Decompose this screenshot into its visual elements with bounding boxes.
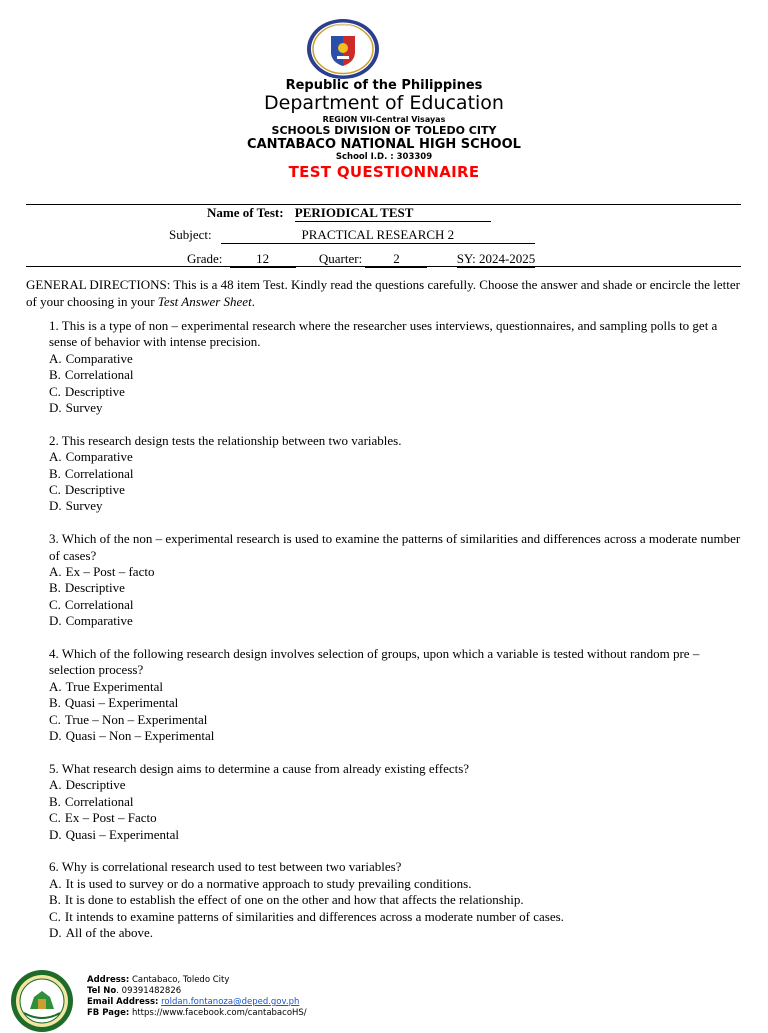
option-text: Correlational — [64, 596, 134, 612]
subject-value: PRACTICAL RESEARCH 2 — [221, 227, 535, 244]
question-item — [49, 646, 744, 744]
answer-option[interactable] — [49, 564, 744, 580]
school-name: CANTABACO NATIONAL HIGH SCHOOL — [247, 137, 521, 152]
question-stem: 2. This research design tests the relationship between two variables. — [49, 432, 402, 448]
answer-option[interactable] — [49, 695, 744, 711]
option-letter: D. — [49, 498, 62, 514]
answer-option[interactable] — [49, 892, 744, 908]
email-line — [87, 997, 307, 1008]
option-text: Descriptive — [65, 777, 126, 793]
school-seal-logo — [10, 969, 74, 1033]
answer-option[interactable] — [49, 794, 744, 810]
answer-option[interactable] — [49, 613, 744, 629]
option-letter: D. — [49, 400, 62, 416]
answer-option[interactable] — [49, 498, 744, 514]
option-text: Comparative — [65, 449, 133, 465]
option-text: Quasi – Non – Experimental — [65, 728, 215, 744]
test-name-value: PERIODICAL TEST — [295, 205, 491, 222]
option-text: Survey — [65, 498, 103, 514]
test-name-label: Name of Test: — [207, 205, 284, 220]
option-letter: D. — [49, 826, 62, 842]
option-text: True – Non – Experimental — [64, 711, 208, 727]
answer-option[interactable] — [49, 909, 744, 925]
question-list — [49, 318, 744, 958]
division-name: SCHOOLS DIVISION OF TOLEDO CITY — [271, 124, 497, 137]
school-id: School I.D. : 303309 — [335, 152, 433, 162]
answer-option[interactable] — [49, 384, 744, 400]
answer-option[interactable] — [49, 466, 744, 482]
fb-line — [87, 1008, 307, 1019]
answer-option[interactable] — [49, 712, 744, 728]
option-text: Survey — [65, 400, 103, 416]
option-letter: C. — [49, 810, 61, 826]
question-stem: 5. What research design aims to determine a cause from already existing effects? — [49, 760, 470, 776]
directions-end: . — [251, 294, 255, 309]
answer-option[interactable] — [49, 679, 744, 695]
quarter-value: 2 — [365, 251, 427, 268]
option-text: Correlational — [64, 367, 134, 383]
quarter-label: Quarter: — [318, 251, 363, 266]
question-item — [49, 761, 744, 843]
option-letter: B. — [49, 793, 61, 809]
question-item — [49, 859, 744, 941]
option-letter: A. — [49, 350, 62, 366]
bottom-rule — [26, 266, 741, 267]
answer-option[interactable] — [49, 925, 744, 941]
option-text: Ex – Post – Facto — [64, 810, 157, 826]
fb-link[interactable]: https://www.facebook.com/cantabacoHS/ — [131, 1008, 307, 1018]
answer-option[interactable] — [49, 482, 744, 498]
option-text: True Experimental — [65, 678, 164, 694]
department-name: Department of Education — [264, 92, 504, 114]
option-text: All of the above. — [65, 924, 154, 940]
email-link[interactable]: roldan.fontanoza@deped.gov.ph — [161, 997, 300, 1007]
grade-value: 12 — [230, 251, 296, 268]
option-letter: C. — [49, 711, 61, 727]
option-text: Descriptive — [64, 580, 125, 596]
option-letter: B. — [49, 892, 61, 908]
option-text: Comparative — [65, 350, 133, 366]
option-text: Descriptive — [64, 482, 125, 498]
country-name: Republic of the Philippines — [285, 78, 483, 93]
tel-value: . 09391482826 — [116, 986, 182, 996]
question-item — [49, 531, 744, 629]
tel-line — [87, 986, 307, 997]
option-text: It is used to survey or do a normative approach to study prevailing conditions. — [65, 875, 472, 891]
option-letter: C. — [49, 908, 61, 924]
question-stem: 4. Which of the following research design involves selection of groups, upon which a variable is tested without random pre – selection process? — [49, 646, 700, 678]
answer-option[interactable] — [49, 876, 744, 892]
answer-option[interactable] — [49, 449, 744, 465]
answer-option[interactable] — [49, 367, 744, 383]
tel-label: Tel No — [87, 986, 117, 996]
option-text: Correlational — [64, 465, 134, 481]
option-text: Quasi – Experimental — [65, 826, 179, 842]
grade-label: Grade: — [187, 251, 223, 266]
option-text: Correlational — [64, 793, 134, 809]
answer-option[interactable] — [49, 728, 744, 744]
region-name: REGION VII-Central Visayas — [322, 115, 446, 124]
answer-option[interactable] — [49, 597, 744, 613]
answer-option[interactable] — [49, 580, 744, 596]
subject-row — [169, 227, 535, 244]
answer-option[interactable] — [49, 827, 744, 843]
answer-option[interactable] — [49, 777, 744, 793]
option-letter: B. — [49, 695, 61, 711]
address-line — [87, 975, 307, 986]
option-letter: B. — [49, 367, 61, 383]
question-item — [49, 433, 744, 515]
answer-option[interactable] — [49, 351, 744, 367]
question-stem: 3. Which of the non – experimental research is used to examine the patterns of similarities and differences across a moderate number of cases? — [49, 531, 741, 563]
directions-text: GENERAL DIRECTIONS: This is a 48 item Test. Kindly read the questions carefully. Choose the answer and shade or encircle the letter of your choosing in your — [26, 277, 740, 309]
fb-label: FB Page: — [87, 1008, 130, 1018]
option-text: Ex – Post – facto — [65, 564, 155, 580]
general-directions — [26, 276, 741, 310]
question-stem: 1. This is a type of non – experimental research where the researcher uses interviews, questionnaires, and sampling polls to get a sense of behavior with intense precision. — [49, 318, 718, 350]
answer-option[interactable] — [49, 810, 744, 826]
option-letter: D. — [49, 613, 62, 629]
option-letter: B. — [49, 465, 61, 481]
document-type-title: TEST QUESTIONNAIRE — [288, 163, 480, 181]
option-letter: A. — [49, 678, 62, 694]
option-text: It is done to establish the effect of one on the other and how that affects the relationship. — [64, 892, 524, 908]
option-letter: C. — [49, 383, 61, 399]
question-stem: 6. Why is correlational research used to test between two variables? — [49, 859, 402, 875]
option-text: Descriptive — [64, 383, 125, 399]
address-label: Address: — [87, 975, 130, 985]
option-text: It intends to examine patterns of similarities and differences across a moderate number of cases. — [64, 908, 564, 924]
option-letter: A. — [49, 449, 62, 465]
answer-option[interactable] — [49, 400, 744, 416]
option-letter: C. — [49, 482, 61, 498]
option-text: Comparative — [65, 613, 133, 629]
email-label: Email Address: — [87, 997, 159, 1007]
option-letter: A. — [49, 777, 62, 793]
option-letter: B. — [49, 580, 61, 596]
contact-info — [87, 975, 307, 1019]
option-letter: A. — [49, 875, 62, 891]
test-name-row — [207, 205, 491, 222]
option-letter: D. — [49, 728, 62, 744]
deped-seal-logo — [304, 18, 382, 80]
option-text: Quasi – Experimental — [64, 695, 179, 711]
option-letter: D. — [49, 924, 62, 940]
school-year: SY: 2024-2025 — [456, 251, 536, 266]
directions-emphasis: Test Answer Sheet — [157, 294, 252, 309]
subject-label: Subject: — [169, 227, 212, 242]
option-letter: A. — [49, 564, 62, 580]
address-value: Cantabaco, Toledo City — [131, 975, 230, 985]
option-letter: C. — [49, 596, 61, 612]
question-item — [49, 318, 744, 416]
